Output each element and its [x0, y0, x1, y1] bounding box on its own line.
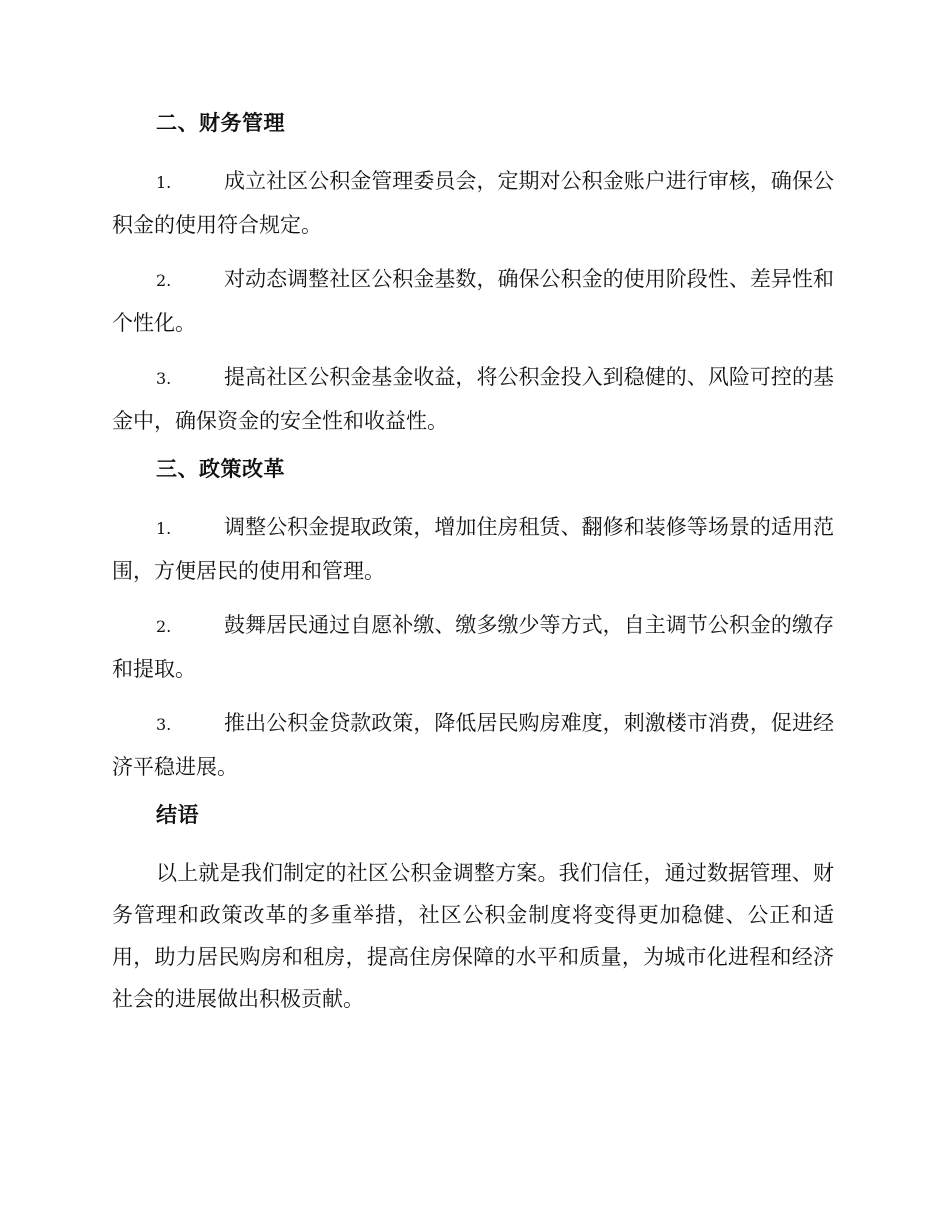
item-text: 推出公积金贷款政策，降低居民购房难度，刺激楼市消费，促进经济平稳进展。: [112, 711, 834, 779]
section-finance: [112, 108, 834, 442]
document-page: [112, 108, 834, 1020]
item-number: 3.: [156, 715, 172, 734]
list-item: [112, 604, 834, 690]
list-item: [112, 702, 834, 788]
list-item: [112, 160, 834, 246]
item-number: 3.: [156, 369, 172, 388]
conclusion-paragraph: 以上就是我们制定的社区公积金调整方案。我们信任，通过数据管理、财务管理和政策改革的多重举措，社区公积金制度将变得更加稳健、公正和适用，助力居民购房和租房，提高住房保障的水平和质量，为城市化进程和经济社会的进展做出积极贡献。: [112, 861, 834, 1011]
item-number: 1.: [156, 519, 172, 538]
list-item: [112, 356, 834, 442]
item-number: 2.: [156, 271, 172, 290]
item-text: 鼓舞居民通过自愿补缴、缴多缴少等方式，自主调节公积金的缴存和提取。: [112, 613, 834, 681]
section-policy: [112, 454, 834, 788]
item-number: 2.: [156, 617, 172, 636]
list-item: [112, 258, 834, 344]
item-number: 1.: [156, 173, 172, 192]
section-conclusion: [112, 800, 834, 1020]
section-heading: 三、政策改革: [156, 456, 285, 481]
item-text: 调整公积金提取政策，增加住房租赁、翻修和装修等场景的适用范围，方便居民的使用和管理。: [112, 515, 834, 583]
list-item: [112, 506, 834, 592]
item-text: 对动态调整社区公积金基数，确保公积金的使用阶段性、差异性和个性化。: [112, 267, 834, 335]
item-text: 成立社区公积金管理委员会，定期对公积金账户进行审核，确保公积金的使用符合规定。: [112, 169, 834, 237]
section-heading: 结语: [156, 802, 199, 827]
item-text: 提高社区公积金基金收益，将公积金投入到稳健的、风险可控的基金中，确保资金的安全性和收益性。: [112, 365, 834, 433]
section-heading: 二、财务管理: [156, 110, 285, 135]
